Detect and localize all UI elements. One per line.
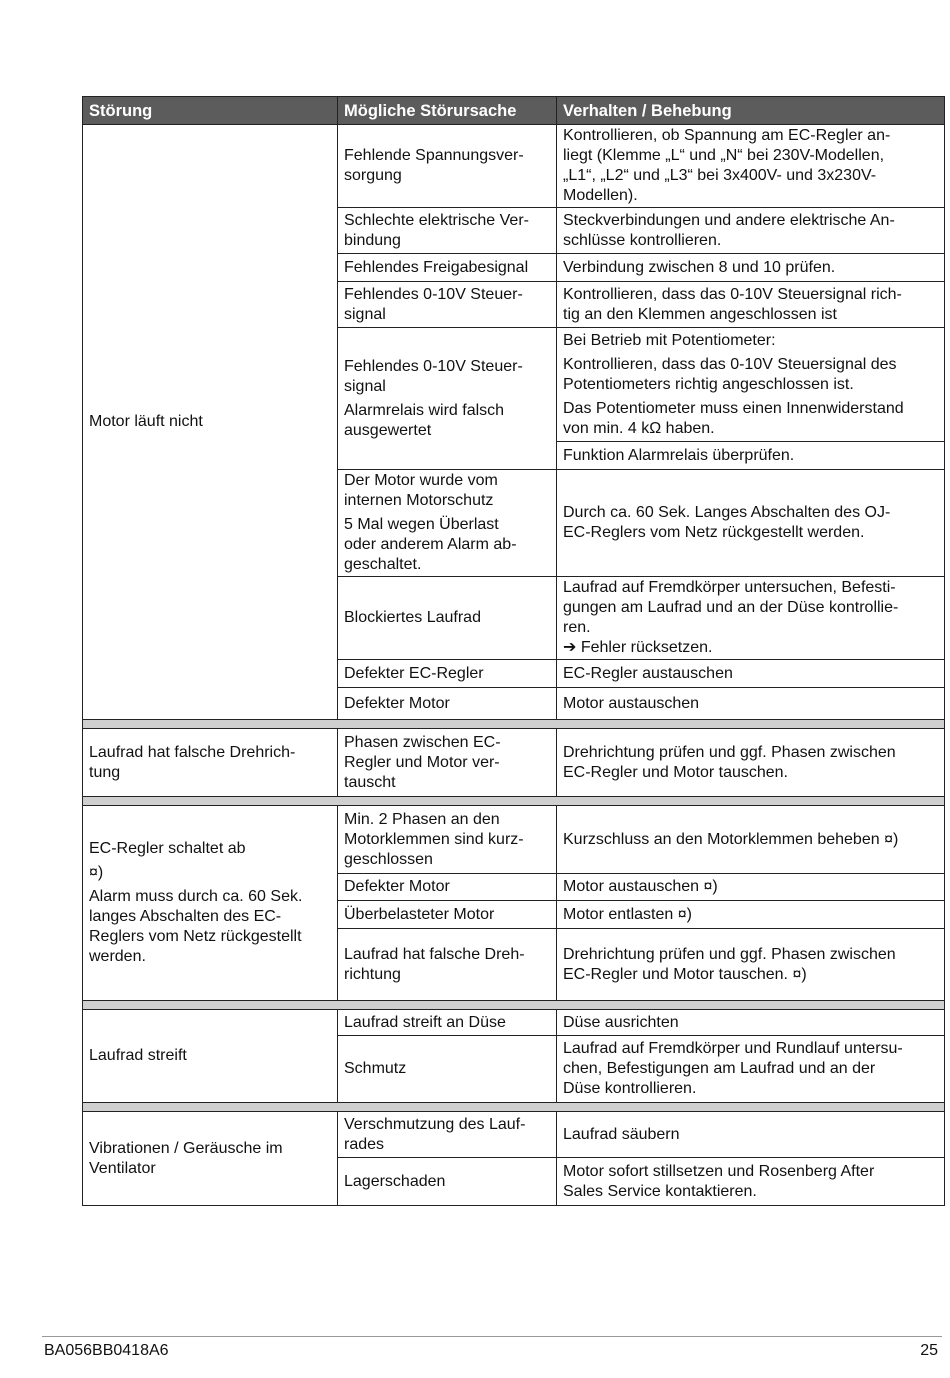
remedy-line: Kontrollieren, dass das 0-10V Steuersignal des Potentiometers richtig angeschlossen ist.	[563, 355, 897, 393]
group-separator	[83, 1103, 945, 1112]
fault-line: ¤)	[89, 864, 104, 881]
table-row	[83, 1112, 945, 1158]
header-remedy: Verhalten / Behebung	[557, 97, 945, 125]
cause-cell: Phasen zwischen EC- Regler und Motor ver- tauscht	[338, 729, 557, 797]
remedy-text: Laufrad auf Fremdkörper untersuchen, Befesti- gungen am Laufrad und an der Düse kontrollie- ren.	[563, 579, 899, 636]
remedy-cell: Kontrollieren, ob Spannung am EC-Regler an- liegt (Klemme „L“ und „N“ bei 230V-Modellen, „L1“, „L2“ und „L3“ bei 3x400V- und 3x230V- Modellen).	[557, 125, 945, 208]
header-fault: Störung	[83, 97, 338, 125]
cause-line: Alarmrelais wird falsch ausgewertet	[344, 401, 505, 439]
remedy-cell: Motor austauschen	[557, 688, 945, 720]
table-row	[83, 806, 945, 874]
separator-cell	[83, 797, 945, 806]
cause-line: 5 Mal wegen Überlast oder anderem Alarm ab- geschaltet.	[344, 516, 517, 573]
separator-cell	[83, 720, 945, 729]
remedy-arrow-text: ➔ Fehler rücksetzen.	[563, 639, 713, 656]
fault-cell	[83, 806, 338, 1001]
cause-cell: Schlechte elektrische Ver- bindung	[338, 208, 557, 254]
remedy-cell: Düse ausrichten	[557, 1010, 945, 1036]
cause-cell: Überbelasteter Motor	[338, 901, 557, 929]
cause-line: Fehlendes 0-10V Steuer- signal	[344, 357, 523, 395]
remedy-cell: Steckverbindungen und andere elektrische An- schlüsse kontrollieren.	[557, 208, 945, 254]
remedy-cell: Laufrad auf Fremdkörper und Rundlauf untersu- chen, Befestigungen am Laufrad und an der Düse kontrollieren.	[557, 1036, 945, 1103]
cause-cell: Verschmutzung des Lauf- rades	[338, 1112, 557, 1158]
remedy-cell: Drehrichtung prüfen und ggf. Phasen zwischen EC-Regler und Motor tauschen.	[557, 729, 945, 797]
remedy-cell: Motor austauschen ¤)	[557, 874, 945, 901]
table-row	[83, 1010, 945, 1036]
header-cause: Mögliche Störursache	[338, 97, 557, 125]
remedy-cell	[557, 328, 945, 442]
cause-cell: Fehlendes 0-10V Steuer- signal	[338, 282, 557, 328]
cause-cell	[338, 470, 557, 577]
cause-cell: Blockiertes Laufrad	[338, 577, 557, 660]
footer-page-number: 25	[920, 1342, 938, 1359]
cause-cell: Schmutz	[338, 1036, 557, 1103]
remedy-cell: Motor entlasten ¤)	[557, 901, 945, 929]
fault-line: EC-Regler schaltet ab	[89, 840, 246, 857]
footer-divider	[42, 1336, 942, 1337]
cause-cell: Defekter EC-Regler	[338, 660, 557, 688]
remedy-cell: Funktion Alarmrelais überprüfen.	[557, 442, 945, 470]
group-separator	[83, 1001, 945, 1010]
remedy-cell	[557, 577, 945, 660]
troubleshooting-table	[82, 96, 945, 1206]
cause-cell: Fehlendes Freigabesignal	[338, 254, 557, 282]
fault-line: Alarm muss durch ca. 60 Sek. langes Abschalten des EC- Reglers vom Netz rückgestellt werden.	[89, 888, 303, 965]
table-row	[83, 729, 945, 797]
remedy-cell: Kurzschluss an den Motorklemmen beheben ¤)	[557, 806, 945, 874]
group-separator	[83, 797, 945, 806]
cause-cell	[338, 328, 557, 470]
remedy-cell: Drehrichtung prüfen und ggf. Phasen zwischen EC-Regler und Motor tauschen. ¤)	[557, 929, 945, 1001]
remedy-cell: EC-Regler austauschen	[557, 660, 945, 688]
remedy-line: Bei Betrieb mit Potentiometer:	[563, 331, 776, 349]
cause-cell: Min. 2 Phasen an den Motorklemmen sind kurz- geschlossen	[338, 806, 557, 874]
remedy-cell: Verbindung zwischen 8 und 10 prüfen.	[557, 254, 945, 282]
remedy-cell: Durch ca. 60 Sek. Langes Abschalten des OJ- EC-Reglers vom Netz rückgestellt werden.	[557, 470, 945, 577]
cause-cell: Lagerschaden	[338, 1158, 557, 1206]
fault-cell: Laufrad hat falsche Drehrich- tung	[83, 729, 338, 797]
cause-cell: Laufrad hat falsche Dreh- richtung	[338, 929, 557, 1001]
table-header-row	[83, 97, 945, 125]
remedy-line: Das Potentiometer muss einen Innenwiderstand von min. 4 kΩ haben.	[563, 399, 904, 437]
remedy-cell: Laufrad säubern	[557, 1112, 945, 1158]
cause-cell: Laufrad streift an Düse	[338, 1010, 557, 1036]
remedy-cell: Motor sofort stillsetzen und Rosenberg After Sales Service kontaktieren.	[557, 1158, 945, 1206]
footer-doc-code: BA056BB0418A6	[44, 1342, 169, 1359]
cause-line: Der Motor wurde vom internen Motorschutz	[344, 472, 498, 509]
fault-cell: Motor läuft nicht	[83, 125, 338, 720]
group-separator	[83, 720, 945, 729]
cause-cell: Defekter Motor	[338, 874, 557, 901]
cause-cell: Fehlende Spannungsver- sorgung	[338, 125, 557, 208]
remedy-cell: Kontrollieren, dass das 0-10V Steuersignal rich- tig an den Klemmen angeschlossen ist	[557, 282, 945, 328]
separator-cell	[83, 1103, 945, 1112]
fault-cell: Laufrad streift	[83, 1010, 338, 1103]
separator-cell	[83, 1001, 945, 1010]
fault-cell: Vibrationen / Geräusche im Ventilator	[83, 1112, 338, 1206]
cause-cell: Defekter Motor	[338, 688, 557, 720]
table-row	[83, 125, 945, 208]
